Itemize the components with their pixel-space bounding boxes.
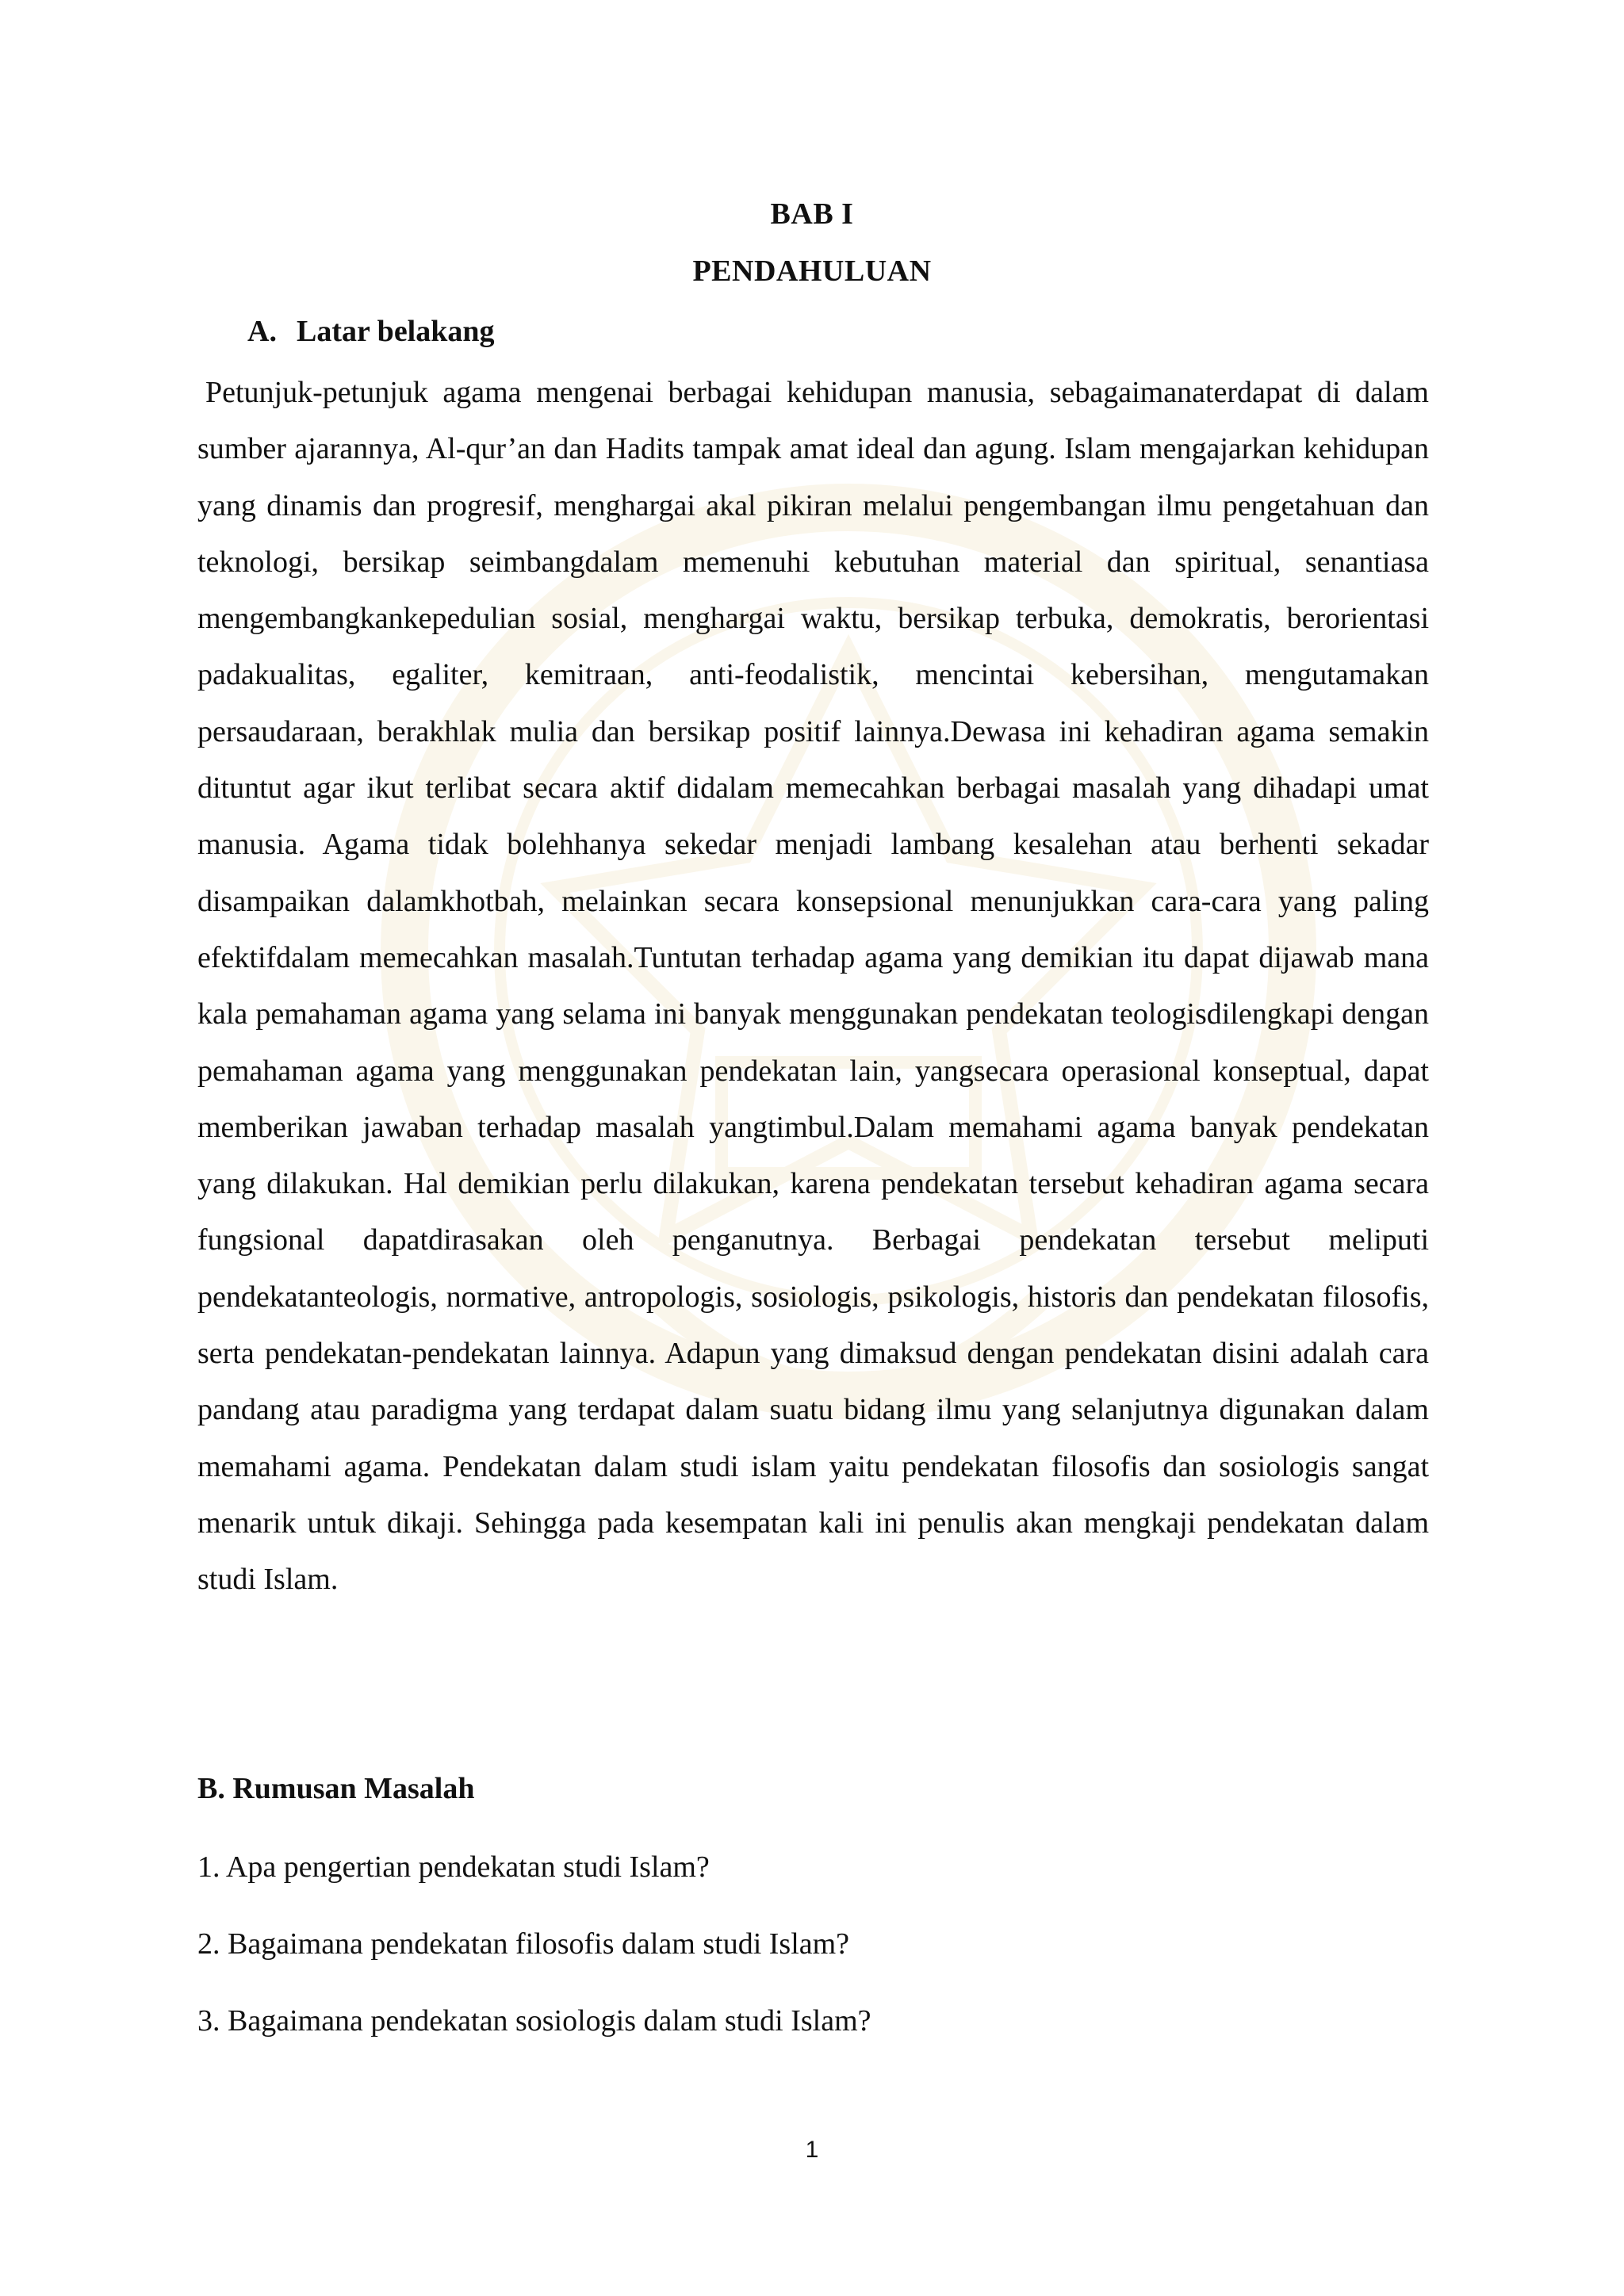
section-b-heading: B. Rumusan Masalah (197, 1772, 475, 1805)
chapter-title: PENDAHULUAN (692, 254, 932, 288)
research-question-3: 3. Bagaimana pendekatan sosiologis dalam studi Islam? (197, 2004, 871, 2038)
background-paragraph: Petunjuk-petunjuk agama mengenai berbagai kehidupan manusia, sebagaimanaterdapat di dalam sumber ajarannya, Al-qur’an dan Hadits tampak amat ideal dan agung. Islam mengajarkan kehidupan yang dinamis dan progresif, menghargai akal pikiran melalui pengembangan ilmu pengetahuan dan teknologi, bersikap seimbangdalam memenuhi kebutuhan material dan spiritual, senantiasa mengembangkankepedulian sosial, menghargai waktu, bersikap terbuka, demokratis, berorientasi padakualitas, egaliter, kemitraan, anti-feodalistik, mencintai kebersihan, mengutamakan persaudaraan, berakhlak mulia dan bersikap positif lainnya.Dewasa ini kehadiran agama semakin dituntut agar ikut terlibat secara aktif didalam memecahkan berbagai masalah yang dihadapi umat manusia. Agama tidak bolehhanya sekedar menjadi lambang kesalehan atau berhenti sekadar disampaikan dalamkhotbah, melainkan secara konsepsional menunjukkan cara-cara yang paling efektifdalam memecahkan masalah.Tuntutan terhadap agama yang demikian itu dapat dijawab mana kala pemahaman agama yang selama ini banyak menggunakan pendekatan teologisdilengkapi dengan pemahaman agama yang menggunakan pendekatan lain, yangsecara operasional konseptual, dapat memberikan jawaban terhadap masalah yangtimbul.Dalam memahami agama banyak pendekatan yang dilakukan. Hal demikian perlu dilakukan, karena pendekatan tersebut kehadiran agama secara fungsional dapatdirasakan oleh penganutnya. Berbagai pendekatan tersebut meliputi pendekatanteologis, normative, antropologis, sosiologis, psikologis, historis dan pendekatan filosofis, serta pendekatan-pendekatan lainnya. Adapun yang dimaksud dengan pendekatan disini adalah cara pandang atau paradigma yang terdapat dalam suatu bidang ilmu yang selanjutnya digunakan dalam memahami agama. Pendekatan dalam studi islam yaitu pendekatan filosofis dan sosiologis sangat menarik untuk dikaji. Sehingga pada kesempatan kali ini penulis akan mengkaji pendekatan dalam studi Islam. (197, 376, 1429, 1597)
chapter-number: BAB I (770, 197, 854, 231)
section-a-label: A. (247, 315, 277, 348)
research-question-2: 2. Bagaimana pendekatan filosofis dalam studi Islam? (197, 1927, 850, 1961)
section-a-heading (247, 314, 495, 349)
section-a-title: Latar belakang (297, 315, 495, 348)
research-question-1: 1. Apa pengertian pendekatan studi Islam? (197, 1850, 710, 1884)
page-number: 1 (805, 2137, 819, 2163)
